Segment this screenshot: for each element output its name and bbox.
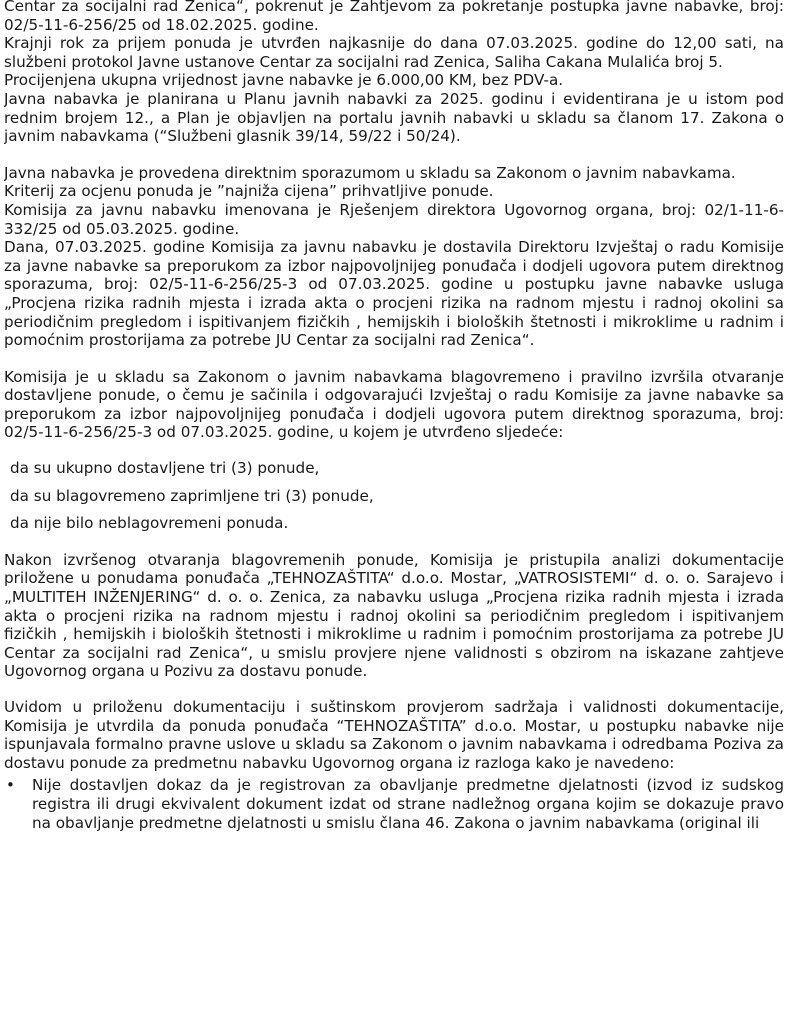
- paragraph-criterion: Kriterij za ocjenu ponuda je ”najniža cijena” prihvatljive ponude.: [4, 182, 494, 201]
- spacer: [4, 533, 784, 551]
- list-item: da su ukupno dostavljene tri (3) ponude,: [10, 459, 320, 478]
- bullet-icon: •: [6, 776, 15, 795]
- list-item: da su blagovremeno zaprimljene tri (3) ponude,: [10, 486, 374, 505]
- bullet-text: Nije dostavljen dokaz da je registrovan za obavljanje predmetne djelatnosti (izvod iz sudskog registra ili drugi ekvivalent dokument izdat od strane nadležnog organa kojim se dokazuje pravo na obavljanje predmetne djelatnosti u smislu člana 46. Zakona o javnim nabavkama (original ili: [32, 776, 784, 832]
- bullet-list-item: [4, 776, 784, 832]
- paragraph-procurement-plan: Javna nabavka je planirana u Planu javnih nabavki za 2025. godinu i evidentirana je u istom pod rednim brojem 12., a Plan je objavljen na portalu javnih nabavki u skladu sa članom 17. Zakona o javnim nabavkama (“Službeni glasnik 39/14, 59/22 i 50/24).: [4, 89, 784, 146]
- spacer: [4, 442, 784, 459]
- spacer: [4, 681, 784, 698]
- paragraph-direct-agreement: Javna nabavka je provedena direktnim sporazumom u skladu sa Zakonom o javnim nabavkama.: [4, 163, 736, 182]
- paragraph-estimated-value: Procijenjena ukupna vrijednost javne nabavke je 6.000,00 KM, bez PDV-a.: [4, 71, 564, 90]
- paragraph-deadline: Krajnji rok za prijem ponuda je utvrđen najkasnije do dana 07.03.2025. godine do 12,00 sati, na službeni protokol Javne ustanove Centar za socijalni rad Zenica, Saliha Cakana Mulalića broj 5.: [4, 34, 784, 71]
- list-item: da nije bilo neblagovremeni ponuda.: [10, 514, 289, 533]
- paragraph-opening: Komisija je u skladu sa Zakonom o javnim nabavkama blagovremeno i pravilno izvršila otvaranje dostavljene ponude, o čemu je sačinila i odgovarajući Izvještaj o radu Komisije za javne nabavke sa preporukom za izbor najpovoljnijeg ponuđača i dodjeli ugovora putem direktnog sporazuma, broj: 02/5-11-6-256/25-3 od 07.03.2025. godine, u kojem je utvrđeno sljedeće:: [4, 367, 784, 442]
- document-page: [4, 0, 784, 1024]
- spacer: [4, 146, 784, 164]
- paragraph-report: Dana, 07.03.2025. godine Komisija za javnu nabavku je dostavila Direktoru Izvještaj o radu Komisije za javne nabavke sa preporukom za izbor najpovoljnijeg ponuđača i dodjeli ugovora putem direktnog sporazuma, broj: 02/5-11-6-256/25-3 od 07.03.2025. godine u postupku javne nabavke usluga „Procjena rizika radnih mjesta i izrada akta o procjeni rizika na radnom mjestu i radnoj okolini sa periodičnim pregledom i ispitivanjem fizičkih , hemijskih i bioloških štetnosti i mikroklime u radnim i pomoćnim prostorijama za potrebe JU Centar za socijalni rad Zenica“.: [4, 238, 784, 350]
- paragraph-findings: Uvidom u priloženu dokumentaciju i suštinskom provjerom sadržaja i validnosti dokumentacije, Komisija je utvrdila da ponuda ponuđača “TEHNOZAŠTITA” d.o.o. Mostar, u postupku nabavke nije ispunjavala formalno pravne uslove u skladu sa Zakonom o javnim nabavkama i odredbama Poziva za dostavu ponude za predmetnu nabavku Ugovornog organa iz razloga kako je navedeno:: [4, 698, 784, 772]
- paragraph-commission: Komisija za javnu nabavku imenovana je Rješenjem direktora Ugovornog organa, broj: 02/1-11-6-332/25 od 05.03.2025. godine.: [4, 200, 784, 238]
- spacer: [4, 350, 784, 368]
- paragraph-analysis: Nakon izvršenog otvaranja blagovremenih ponude, Komisija je pristupila analizi dokumentacije priložene u ponudama ponuđača „TEHNOZAŠTITA“ d.o.o. Mostar, „VATROSISTEMI“ d. o. o. Sarajevo i „MULTITEH INŽENJERING“ d. o. o. Zenica, za nabavku usluga „Procjena rizika radnih mjesta i izrada akta o procjeni rizika na radnom mjestu i radnoj okolini sa periodičnim pregledom i ispitivanjem fizičkih , hemijskih i bioloških štetnosti i mikroklime u radnim i pomoćnim prostorijama za potrebe JU Centar za socijalni rad Zenica“, u smislu provjere njene validnosti s obzirom na iskazane zahtjeve Ugovornog organa u Pozivu za dostavu ponude.: [4, 550, 784, 681]
- paragraph-request: Centar za socijalni rad Zenica“, pokrenut je Zahtjevom za pokretanje postupka javne nabavke, broj: 02/5-11-6-256/25 od 18.02.2025. godine.: [4, 0, 784, 34]
